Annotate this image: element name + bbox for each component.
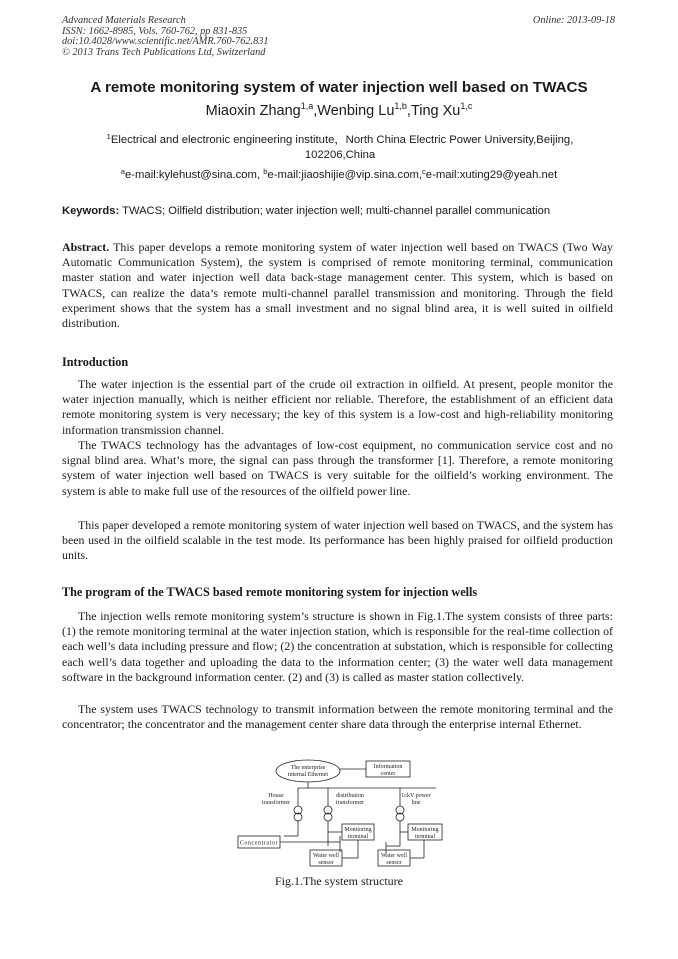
- author-list: [0, 103, 678, 119]
- ethernet-ellipse: [276, 760, 340, 782]
- water-well-sensor-label: Water well: [380, 853, 408, 859]
- ethernet-label: The enterprise: [290, 765, 326, 771]
- figure-caption: Fig.1.The system structure: [275, 874, 403, 888]
- email-sup: a: [120, 167, 125, 176]
- issn-line: ISSN: 1662-8985, Vols. 760-762, pp 831-835: [62, 25, 248, 37]
- system-structure-diagram: [236, 756, 458, 872]
- section-heading-program: The program of the TWACS based remote monitoring system for injection wells: [62, 585, 478, 599]
- doi-line[interactable]: doi:10.4028/www.scientific.net/AMR.760-762.831: [62, 36, 269, 47]
- power-line-label: 1ckV power: [401, 793, 431, 799]
- email-a[interactable]: e-mail:kylehust@sina.com,: [124, 169, 264, 181]
- email-c[interactable]: e-mail:xuting29@yeah.net: [425, 169, 558, 181]
- section-heading-introduction: Introduction: [62, 355, 129, 369]
- email-sup: c: [422, 167, 426, 176]
- intro-paragraph-3: This paper developed a remote monitoring system of water injection well based on TWACS, and the system has been used in the oilfield scalable in the test mode. Its performance has been highly praised for oilfield production units.: [62, 518, 613, 563]
- abstract-label: Abstract.: [62, 240, 110, 254]
- keywords-label: Keywords:: [62, 205, 120, 217]
- power-line-label: line: [411, 800, 421, 806]
- affiliation-line-1: Electrical and electronic engineering institute，North China Electric Power University,Beijing,: [110, 134, 574, 146]
- monitoring-terminal-label: terminal: [348, 834, 368, 840]
- affiliation: [90, 133, 590, 163]
- program-paragraph-1: The injection wells remote monitoring system’s structure is shown in Fig.1.The system consists of three parts: (1) the remote monitoring terminal at the water injection station, which is responsible for the real-time collection of each well’s data including pressure and flow; (2) the concentration at substation, which is responsible for collecting each well’s data together and uploading the data to the information center; (3) the water well data management software in the background information center. (2) and (3) is called as master station collectively.: [62, 609, 613, 684]
- affiliation-sup: 1: [106, 132, 111, 141]
- keywords-text: TWACS; Oilfield distribution; water injection well; multi-channel parallel communication: [119, 205, 551, 217]
- author-separator: ,: [406, 103, 411, 119]
- intro-paragraph-1: The water injection is the essential part of the crude oil extraction in oilfield. At present, people monitor the water injection manually, which is neither efficient nor reliable. Therefore, the establishment of an efficient data remote monitoring system is very necessary; the key of this system is a low-cost and high-reliability monitoring information transmission channel.: [62, 377, 613, 437]
- author-name: Ting Xu: [410, 103, 461, 119]
- affiliation-line-2: 102206,China: [304, 149, 376, 161]
- author-affil-sup: 1,b: [394, 101, 407, 111]
- keywords: [62, 205, 622, 217]
- water-well-sensor-label: Water well: [312, 853, 340, 859]
- ethernet-label: internal Ethernet: [287, 772, 329, 778]
- journal-header: [62, 16, 269, 58]
- house-transformer-label: House: [268, 793, 284, 799]
- monitoring-terminal-label: Monitoring: [344, 827, 372, 833]
- distribution-transformer-label: distribution: [336, 793, 364, 799]
- email-sup: b: [263, 167, 268, 176]
- house-transformer-label: transformer: [262, 800, 290, 806]
- paper-title: A remote monitoring system of water injection well based on TWACS: [90, 79, 588, 96]
- distribution-transformer-label: transformer: [336, 800, 364, 806]
- author-affil-sup: 1,a: [300, 101, 314, 111]
- email-line: [0, 169, 678, 181]
- intro-paragraph-2: The TWACS technology has the advantages of low-cost equipment, no communication service cost and no signal blind area. What’s more, the signal can pass through the transformer [1]. Therefore, a remote monitoring system of water injection well based on TWACS is very suitable for the oilfield’s working environment. The system is able to make full use of the resources of the oilfield power line.: [62, 438, 613, 498]
- email-b[interactable]: e-mail:jiaoshijie@vip.sina.com,: [267, 169, 423, 181]
- monitoring-terminal-label: Monitoring: [411, 827, 439, 833]
- copyright-line: © 2013 Trans Tech Publications Ltd, Switzerland: [62, 46, 266, 58]
- program-paragraph-2: The system uses TWACS technology to transmit information between the remote monitoring terminal and the concentrator; the concentrator and the management center share data through the enterprise internal Ethernet.: [62, 702, 613, 732]
- author-name: Miaoxin Zhang: [205, 103, 301, 119]
- information-center-label: center: [380, 771, 396, 777]
- author-affil-sup: 1,c: [460, 101, 473, 111]
- author-name: Wenbing Lu: [317, 103, 395, 119]
- information-center-label: Information: [373, 764, 403, 770]
- abstract-text: This paper develops a remote monitoring system of water injection well based on TWACS (Two Way Automatic Communication System), the system is comprised of remote monitoring terminal, communication master station and water injection well data back-stage management center. This system, which is based on TWACS, can realize the data’s remote multi-channel parallel transmission and monitoring. Through the field experiment shows that the system has a small investment and no signal blind area, it is well suited in oilfield distribution.: [62, 240, 613, 331]
- concentrator-label: Concentrator: [239, 840, 279, 847]
- journal-name: Advanced Materials Research: [62, 15, 186, 26]
- monitoring-terminal-label: terminal: [415, 834, 435, 840]
- abstract: [62, 240, 613, 331]
- online-date: Online: 2013-09-18: [532, 15, 615, 26]
- water-well-sensor-label: sensor: [318, 860, 334, 866]
- water-well-sensor-label: sensor: [386, 860, 402, 866]
- author-separator: ,: [313, 103, 318, 119]
